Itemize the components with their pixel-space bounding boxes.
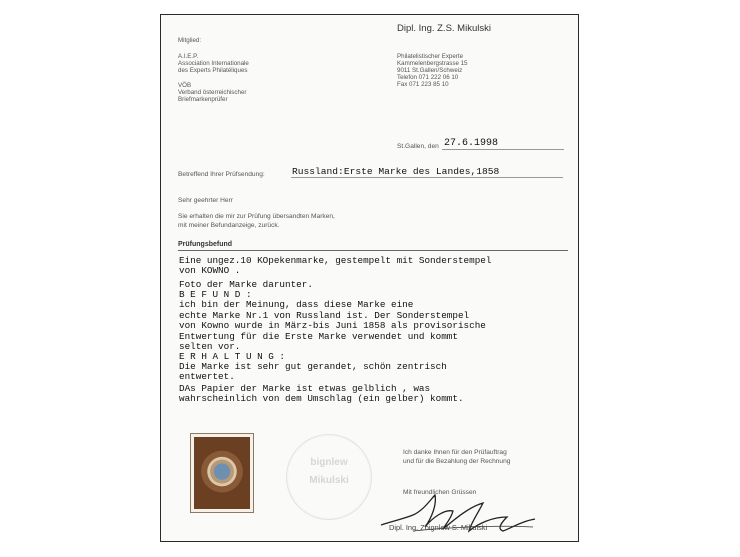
- findings-line-1: Eine ungez.10 KOpekenmarke, gestempelt mit Sonderstempel: [179, 255, 492, 266]
- vob-line-1: Verband österreichischer: [178, 89, 247, 96]
- salutation-line-2: mit meiner Befundanzeige, zurück.: [178, 222, 280, 229]
- expert-street: Kammelenbergstrasse 15: [397, 60, 468, 67]
- expert-title: Philatelistischer Experte: [397, 53, 464, 60]
- certificate-date: 27.6.1998: [444, 138, 499, 149]
- expert-name: Dipl. Ing. Z.S. Mikulski: [397, 23, 491, 34]
- date-underline: [442, 149, 564, 150]
- findings-line-14: wahrscheinlich von dem Umschlag (ein gelber) kommt.: [179, 393, 464, 404]
- salutation-greeting: Sehr geehrter Herr: [178, 197, 233, 204]
- member-label: Mitglied:: [178, 37, 202, 44]
- stamp-photo: [190, 433, 254, 513]
- salutation-line-1: Sie erhalten die mir zur Prüfung übersandten Marken,: [178, 213, 335, 220]
- findings-line-8: Entwertung für die Erste Marke verwendet und kommt: [179, 331, 458, 342]
- thanks-line-1: Ich danke Ihnen für den Prüfauftrag: [403, 449, 507, 456]
- findings-line-11: Die Marke ist sehr gut gerandet, schön zentrisch: [179, 361, 447, 372]
- findings-line-4: B E F U N D :: [179, 289, 252, 300]
- findings-line-9: selten vor.: [179, 341, 241, 352]
- aiep-line-2: des Experts Philatéliques: [178, 67, 248, 74]
- findings-line-12: entwertet.: [179, 371, 235, 382]
- findings-line-7: von Kowno wurde in März-bis Juni 1858 als provisorische: [179, 320, 486, 331]
- findings-line-13: DAs Papier der Marke ist etwas gelblich , was: [179, 383, 431, 394]
- findings-line-10: E R H A L T U N G :: [179, 351, 286, 362]
- embossed-seal: [286, 434, 372, 520]
- regards: Mit freundlichen Grüssen: [403, 489, 477, 496]
- thanks-line-2: und für die Bezahlung der Rechnung: [403, 458, 511, 465]
- subject-value: Russland:Erste Marke des Landes,1858: [292, 166, 500, 177]
- findings-rule: [178, 250, 568, 251]
- findings-line-5: ich bin der Meinung, dass diese Marke eine: [179, 299, 414, 310]
- emboss-line-2: Mikulski: [309, 475, 349, 486]
- stamp-image: [194, 437, 250, 509]
- vob-line-2: Briefmarkenprüfer: [178, 96, 228, 103]
- expert-fax: Fax 071 223 85 10: [397, 81, 449, 88]
- emboss-line-1: bignlew: [310, 457, 348, 468]
- findings-line-2: von KOWNO .: [179, 265, 241, 276]
- signature-name: Dipl. Ing. Zbignlew S. Mikulski: [389, 523, 488, 532]
- expert-phone: Telefon 071 222 06 10: [397, 74, 459, 81]
- findings-title: Prüfungsbefund: [178, 241, 233, 248]
- subject-underline: [291, 177, 563, 178]
- vob-abbr: VÖB: [178, 82, 192, 89]
- certificate-page: [160, 14, 579, 542]
- aiep-line-1: Association Internationale: [178, 60, 249, 67]
- aiep-abbr: A.I.E.P.: [178, 53, 199, 60]
- findings-line-3: Foto der Marke darunter.: [179, 279, 313, 290]
- expert-city: 9011 St.Gallen/Schweiz: [397, 67, 463, 74]
- subject-label: Betreffend Ihrer Prüfsendung:: [178, 171, 265, 178]
- findings-line-6: echte Marke Nr.1 von Russland ist. Der Sonderstempel: [179, 310, 470, 321]
- date-prefix: St.Gallen, den: [397, 143, 439, 150]
